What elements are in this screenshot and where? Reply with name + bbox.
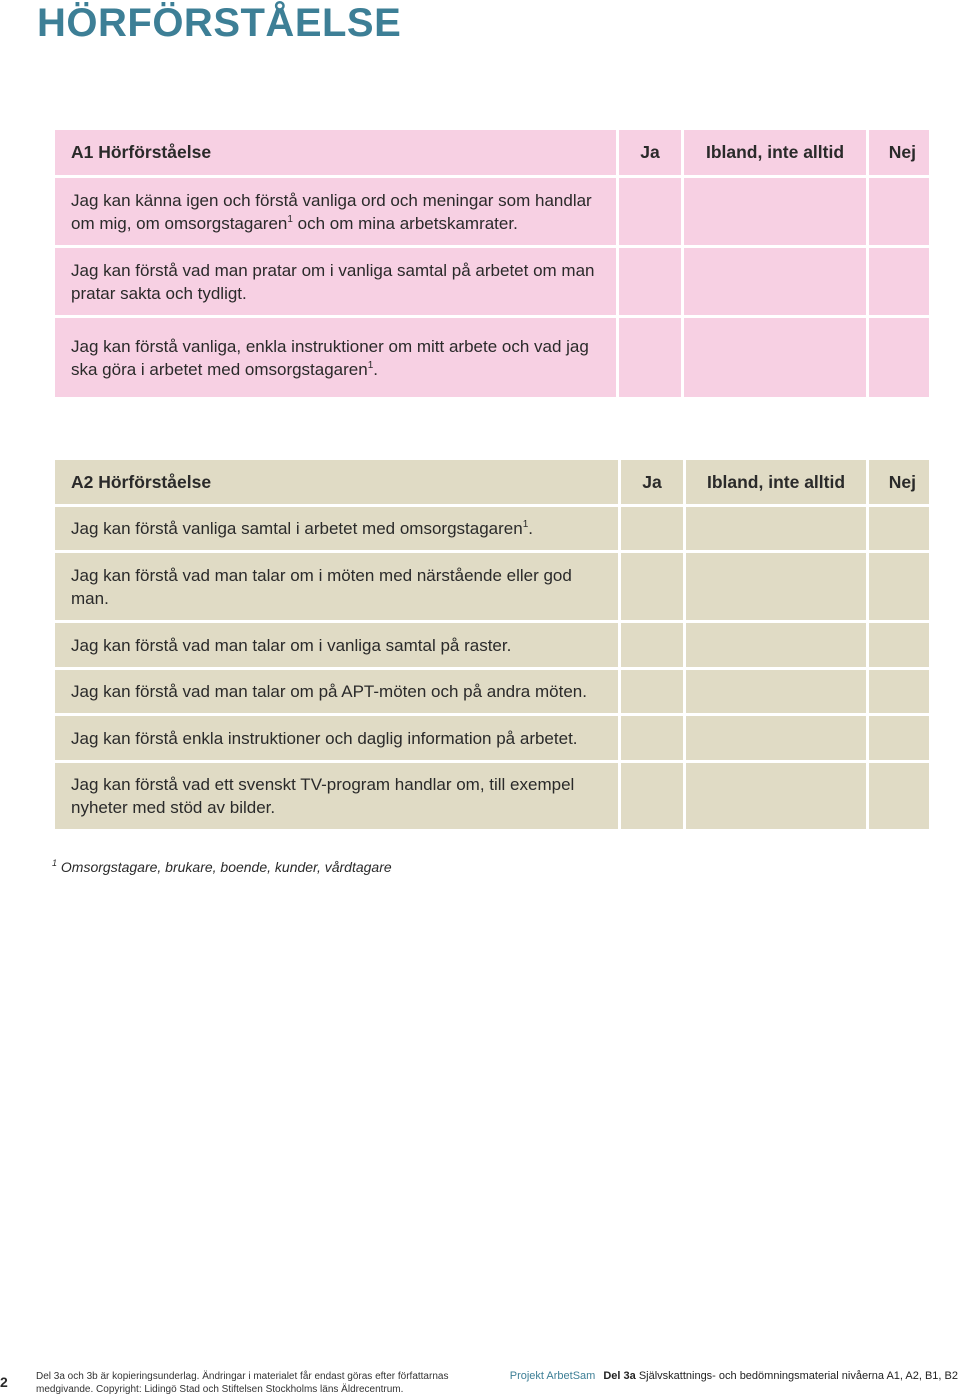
table-row xyxy=(54,506,931,552)
answer-cell-ibland[interactable] xyxy=(685,552,868,622)
option-nej-header: Nej xyxy=(868,459,931,506)
answer-cell-ibland[interactable] xyxy=(685,762,868,831)
material-description: Självskattnings- och bedömningsmaterial nivåerna A1, A2, B1, B2 xyxy=(638,1370,958,1382)
answer-cell-nej[interactable] xyxy=(868,506,931,552)
answer-cell-nej[interactable] xyxy=(868,177,931,247)
footer-info xyxy=(510,1370,958,1383)
table-row xyxy=(54,317,931,399)
answer-cell-nej[interactable] xyxy=(868,247,931,317)
page-title: HÖRFÖRSTÅELSE xyxy=(37,1,402,45)
page-number: 2 xyxy=(0,1374,8,1390)
statement-text: Jag kan förstå vanliga, enkla instruktioner om mitt arbete och vad jag ska göra i arbetet med omsorgstagaren$^1$. xyxy=(54,317,618,399)
a2-assessment-table xyxy=(52,457,932,832)
table-row xyxy=(54,247,931,317)
answer-cell-ja[interactable] xyxy=(620,669,685,715)
option-ibland-header: Ibland, inte alltid xyxy=(683,129,868,177)
copyright-notice: Del 3a och 3b är kopieringsunderlag. Ändringar i materialet får endast göras efter författarnas medgivande. Copyright: Lidingö Stad och Stiftelsen Stockholms läns Äldrecentrum. xyxy=(36,1371,449,1395)
answer-cell-ja[interactable] xyxy=(620,506,685,552)
table-row xyxy=(54,715,931,762)
option-ibland-header: Ibland, inte alltid xyxy=(685,459,868,506)
answer-cell-ibland[interactable] xyxy=(685,715,868,762)
statement-text: Jag kan förstå vad man talar om i möten med närstående eller god man. xyxy=(54,552,620,622)
answer-cell-nej[interactable] xyxy=(868,669,931,715)
answer-cell-nej[interactable] xyxy=(868,762,931,831)
footnote xyxy=(52,859,392,875)
answer-cell-ja[interactable] xyxy=(620,622,685,669)
statement-text: Jag kan förstå enkla instruktioner och daglig information på arbetet. xyxy=(54,715,620,762)
answer-cell-ja[interactable] xyxy=(620,715,685,762)
part-label: Del 3a xyxy=(603,1370,636,1382)
answer-cell-ja[interactable] xyxy=(620,762,685,831)
answer-cell-ibland[interactable] xyxy=(685,506,868,552)
answer-cell-ibland[interactable] xyxy=(685,622,868,669)
answer-cell-ibland[interactable] xyxy=(685,669,868,715)
table-row xyxy=(54,622,931,669)
section-heading: A2 Hörförståelse xyxy=(54,459,620,506)
statement-text: Jag kan förstå vad man pratar om i vanliga samtal på arbetet om man pratar sakta och tydligt. xyxy=(54,247,618,317)
answer-cell-ja[interactable] xyxy=(620,552,685,622)
answer-cell-ibland[interactable] xyxy=(683,317,868,399)
answer-cell-nej[interactable] xyxy=(868,552,931,622)
option-ja-header: Ja xyxy=(620,459,685,506)
footnote-text: Omsorgstagare, brukare, boende, kunder, vårdtagare xyxy=(60,859,392,875)
table-row xyxy=(54,669,931,715)
section-heading: A1 Hörförståelse xyxy=(54,129,618,177)
answer-cell-ja[interactable] xyxy=(618,247,683,317)
project-name: Projekt ArbetSam xyxy=(509,1370,596,1382)
table-header-row xyxy=(54,129,931,177)
answer-cell-ja[interactable] xyxy=(618,317,683,399)
answer-cell-ja[interactable] xyxy=(618,177,683,247)
table-header-row xyxy=(54,459,931,506)
option-ja-header: Ja xyxy=(618,129,683,177)
table-row xyxy=(54,552,931,622)
statement-text: Jag kan förstå vad ett svenskt TV-program handlar om, till exempel nyheter med stöd av bilder. xyxy=(54,762,620,831)
answer-cell-ibland[interactable] xyxy=(683,247,868,317)
statement-text: Jag kan förstå vad man talar om på APT-möten och på andra möten. xyxy=(54,669,620,715)
statement-text: Jag kan känna igen och förstå vanliga ord och meningar som handlar om mig, om omsorgstagaren$^1$ och om mina arbetskamrater. xyxy=(54,177,618,247)
answer-cell-nej[interactable] xyxy=(868,622,931,669)
answer-cell-nej[interactable] xyxy=(868,317,931,399)
a1-assessment-table xyxy=(52,127,932,400)
statement-text: Jag kan förstå vad man talar om i vanliga samtal på raster. xyxy=(54,622,620,669)
answer-cell-nej[interactable] xyxy=(868,715,931,762)
option-nej-header: Nej xyxy=(868,129,931,177)
statement-text: Jag kan förstå vanliga samtal i arbetet med omsorgstagaren$^1$. xyxy=(54,506,620,552)
table-row xyxy=(54,177,931,247)
footnote-marker: 1 xyxy=(52,858,58,868)
table-row xyxy=(54,762,931,831)
answer-cell-ibland[interactable] xyxy=(683,177,868,247)
